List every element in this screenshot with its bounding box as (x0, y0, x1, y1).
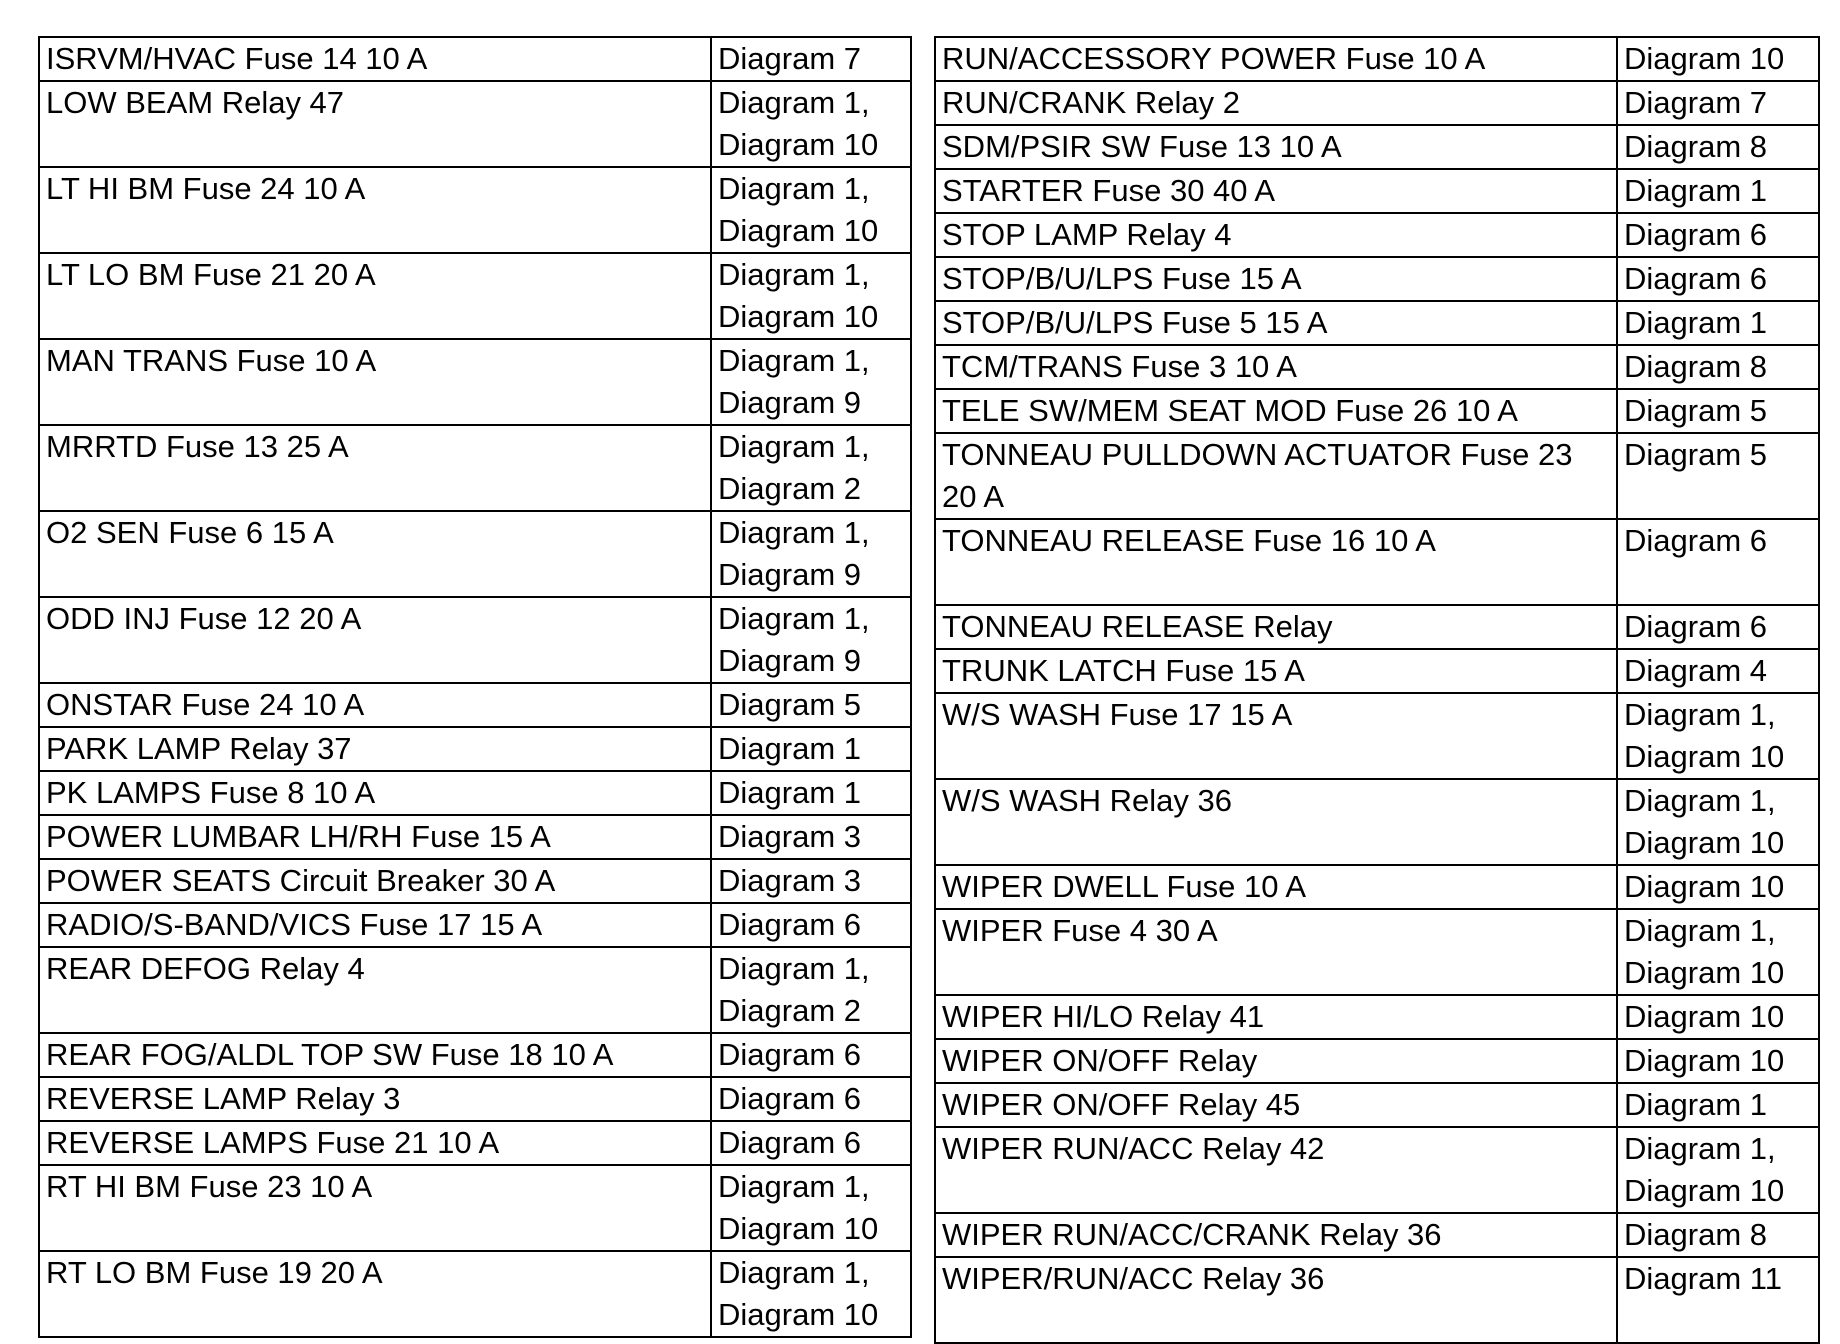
component-name: WIPER/RUN/ACC Relay 36 (935, 1257, 1617, 1343)
diagram-reference-line: Diagram 2 (718, 993, 861, 1028)
component-name: WIPER RUN/ACC/CRANK Relay 36 (935, 1213, 1617, 1257)
diagram-reference-line: Diagram 10 (1624, 1043, 1785, 1078)
table-row (39, 597, 911, 683)
table-row (935, 779, 1819, 865)
table-row (39, 1077, 911, 1121)
component-name: REVERSE LAMP Relay 3 (39, 1077, 711, 1121)
diagram-reference-line: Diagram 4 (1624, 653, 1767, 688)
diagram-reference-line: Diagram 10 (1624, 739, 1785, 774)
table-row (935, 433, 1819, 519)
left-index-table (38, 36, 912, 1338)
table-row (935, 1039, 1819, 1083)
diagram-reference (1617, 865, 1819, 909)
table-row (935, 389, 1819, 433)
diagram-reference (1617, 1213, 1819, 1257)
diagram-reference-line: Diagram 1, (718, 343, 870, 378)
diagram-reference-line: Diagram 3 (718, 819, 861, 854)
diagram-reference-line: Diagram 6 (1624, 609, 1767, 644)
component-name: RUN/CRANK Relay 2 (935, 81, 1617, 125)
table-row (935, 301, 1819, 345)
component-name: ONSTAR Fuse 24 10 A (39, 683, 711, 727)
component-name: ISRVM/HVAC Fuse 14 10 A (39, 37, 711, 81)
diagram-reference (1617, 605, 1819, 649)
diagram-reference (1617, 301, 1819, 345)
right-index-table (934, 36, 1820, 1344)
diagram-reference-line: Diagram 1, (718, 429, 870, 464)
diagram-reference-line: Diagram 6 (718, 1037, 861, 1072)
diagram-reference (711, 815, 911, 859)
left-index-body (39, 37, 911, 1337)
table-row (39, 511, 911, 597)
table-row (39, 425, 911, 511)
diagram-reference (711, 425, 911, 511)
diagram-reference (711, 859, 911, 903)
diagram-reference-line: Diagram 1 (1624, 1087, 1767, 1122)
diagram-reference (1617, 213, 1819, 257)
diagram-reference-line: Diagram 1 (1624, 173, 1767, 208)
diagram-reference-line: Diagram 1, (718, 85, 870, 120)
diagram-reference-line: Diagram 9 (718, 557, 861, 592)
component-name: TCM/TRANS Fuse 3 10 A (935, 345, 1617, 389)
diagram-reference (1617, 909, 1819, 995)
diagram-reference-line: Diagram 10 (718, 213, 879, 248)
table-row (935, 169, 1819, 213)
diagram-reference (1617, 433, 1819, 519)
component-name: REAR DEFOG Relay 4 (39, 947, 711, 1033)
component-name: WIPER ON/OFF Relay (935, 1039, 1617, 1083)
diagram-reference (711, 1251, 911, 1337)
diagram-reference (1617, 1083, 1819, 1127)
component-name: TRUNK LATCH Fuse 15 A (935, 649, 1617, 693)
table-row (39, 167, 911, 253)
table-row (39, 1165, 911, 1251)
component-name: ODD INJ Fuse 12 20 A (39, 597, 711, 683)
component-name: STARTER Fuse 30 40 A (935, 169, 1617, 213)
diagram-reference-line: Diagram 1 (718, 731, 861, 766)
diagram-reference (1617, 779, 1819, 865)
diagram-reference (711, 771, 911, 815)
table-row (39, 37, 911, 81)
diagram-reference-line: Diagram 1, (718, 601, 870, 636)
table-row (935, 81, 1819, 125)
table-row (39, 727, 911, 771)
component-name: TONNEAU RELEASE Relay (935, 605, 1617, 649)
table-row (935, 995, 1819, 1039)
table-row (935, 1083, 1819, 1127)
table-row (935, 519, 1819, 605)
diagram-reference (1617, 257, 1819, 301)
component-name: RUN/ACCESSORY POWER Fuse 10 A (935, 37, 1617, 81)
diagram-reference (1617, 995, 1819, 1039)
diagram-reference-line: Diagram 10 (1624, 41, 1785, 76)
component-name: MAN TRANS Fuse 10 A (39, 339, 711, 425)
component-name: RT LO BM Fuse 19 20 A (39, 1251, 711, 1337)
component-name: WIPER DWELL Fuse 10 A (935, 865, 1617, 909)
component-name: REVERSE LAMPS Fuse 21 10 A (39, 1121, 711, 1165)
table-row (39, 1251, 911, 1337)
diagram-reference-line: Diagram 1, (718, 515, 870, 550)
diagram-reference-line: Diagram 1, (718, 1169, 870, 1204)
diagram-reference (711, 597, 911, 683)
diagram-reference-line: Diagram 1, (718, 257, 870, 292)
component-name: PARK LAMP Relay 37 (39, 727, 711, 771)
diagram-reference (711, 1033, 911, 1077)
diagram-reference (1617, 169, 1819, 213)
diagram-reference-line: Diagram 10 (1624, 999, 1785, 1034)
component-name: W/S WASH Fuse 17 15 A (935, 693, 1617, 779)
diagram-reference (1617, 125, 1819, 169)
table-row (935, 213, 1819, 257)
diagram-reference (711, 1165, 911, 1251)
table-row (935, 649, 1819, 693)
right-index-body (935, 37, 1819, 1343)
component-name: POWER LUMBAR LH/RH Fuse 15 A (39, 815, 711, 859)
diagram-reference-line: Diagram 10 (1624, 869, 1785, 904)
diagram-reference-line: Diagram 1 (1624, 305, 1767, 340)
diagram-reference (1617, 37, 1819, 81)
diagram-reference-line: Diagram 10 (1624, 955, 1785, 990)
diagram-reference-line: Diagram 6 (1624, 261, 1767, 296)
table-row (39, 253, 911, 339)
table-row (935, 257, 1819, 301)
diagram-reference-line: Diagram 6 (1624, 217, 1767, 252)
diagram-reference-line: Diagram 6 (1624, 523, 1767, 558)
diagram-reference-line: Diagram 10 (718, 299, 879, 334)
component-name: LT LO BM Fuse 21 20 A (39, 253, 711, 339)
component-name: WIPER RUN/ACC Relay 42 (935, 1127, 1617, 1213)
table-row (39, 81, 911, 167)
diagram-reference-line: Diagram 5 (718, 687, 861, 722)
diagram-reference-line: Diagram 7 (1624, 85, 1767, 120)
diagram-reference-line: Diagram 1, (718, 1255, 870, 1290)
component-name: WIPER HI/LO Relay 41 (935, 995, 1617, 1039)
diagram-reference (711, 253, 911, 339)
diagram-reference (1617, 345, 1819, 389)
diagram-reference-line: Diagram 3 (718, 863, 861, 898)
table-row (39, 339, 911, 425)
diagram-reference-line: Diagram 6 (718, 1125, 861, 1160)
component-name: RT HI BM Fuse 23 10 A (39, 1165, 711, 1251)
diagram-reference-line: Diagram 1, (1624, 783, 1776, 818)
component-name: O2 SEN Fuse 6 15 A (39, 511, 711, 597)
component-name: LOW BEAM Relay 47 (39, 81, 711, 167)
diagram-reference-line: Diagram 5 (1624, 437, 1767, 472)
component-name: STOP/B/U/LPS Fuse 15 A (935, 257, 1617, 301)
diagram-reference-line: Diagram 1, (1624, 1131, 1776, 1166)
component-name: WIPER ON/OFF Relay 45 (935, 1083, 1617, 1127)
component-name: STOP/B/U/LPS Fuse 5 15 A (935, 301, 1617, 345)
table-row (935, 909, 1819, 995)
component-name: REAR FOG/ALDL TOP SW Fuse 18 10 A (39, 1033, 711, 1077)
diagram-reference (1617, 519, 1819, 605)
diagram-reference (711, 683, 911, 727)
diagram-reference-line: Diagram 11 (1624, 1261, 1782, 1296)
table-row (39, 903, 911, 947)
diagram-reference-line: Diagram 1, (1624, 697, 1776, 732)
table-row (935, 605, 1819, 649)
diagram-reference (1617, 81, 1819, 125)
component-name: TONNEAU PULLDOWN ACTUATOR Fuse 23 20 A (935, 433, 1617, 519)
component-name: TONNEAU RELEASE Fuse 16 10 A (935, 519, 1617, 605)
component-name: PK LAMPS Fuse 8 10 A (39, 771, 711, 815)
diagram-reference (711, 339, 911, 425)
diagram-reference-line: Diagram 10 (718, 1297, 879, 1332)
diagram-reference (1617, 649, 1819, 693)
table-row (935, 1213, 1819, 1257)
table-row (935, 125, 1819, 169)
diagram-reference (711, 1121, 911, 1165)
diagram-reference (1617, 1257, 1819, 1343)
diagram-reference-line: Diagram 1, (718, 171, 870, 206)
diagram-reference-line: Diagram 9 (718, 643, 861, 678)
diagram-reference (1617, 693, 1819, 779)
table-row (39, 947, 911, 1033)
diagram-reference (711, 37, 911, 81)
diagram-reference-line: Diagram 9 (718, 385, 861, 420)
diagram-reference (711, 167, 911, 253)
table-row (935, 1257, 1819, 1343)
diagram-reference (1617, 1039, 1819, 1083)
table-row (39, 771, 911, 815)
diagram-reference-line: Diagram 10 (1624, 1173, 1785, 1208)
diagram-reference (711, 511, 911, 597)
component-name: TELE SW/MEM SEAT MOD Fuse 26 10 A (935, 389, 1617, 433)
table-row (935, 865, 1819, 909)
diagram-reference-line: Diagram 2 (718, 471, 861, 506)
table-row (935, 37, 1819, 81)
component-name: MRRTD Fuse 13 25 A (39, 425, 711, 511)
component-name: WIPER Fuse 4 30 A (935, 909, 1617, 995)
diagram-reference-line: Diagram 7 (718, 41, 861, 76)
diagram-reference-line: Diagram 5 (1624, 393, 1767, 428)
diagram-reference-line: Diagram 1, (1624, 913, 1776, 948)
diagram-reference (1617, 389, 1819, 433)
component-name: POWER SEATS Circuit Breaker 30 A (39, 859, 711, 903)
component-name: W/S WASH Relay 36 (935, 779, 1617, 865)
component-name: RADIO/S-BAND/VICS Fuse 17 15 A (39, 903, 711, 947)
component-name: LT HI BM Fuse 24 10 A (39, 167, 711, 253)
diagram-reference-line: Diagram 10 (1624, 825, 1785, 860)
diagram-reference (711, 81, 911, 167)
diagram-reference-line: Diagram 8 (1624, 129, 1767, 164)
diagram-reference-line: Diagram 1 (718, 775, 861, 810)
component-name: SDM/PSIR SW Fuse 13 10 A (935, 125, 1617, 169)
diagram-reference (711, 1077, 911, 1121)
table-row (39, 815, 911, 859)
diagram-reference-line: Diagram 8 (1624, 349, 1767, 384)
diagram-reference (711, 727, 911, 771)
diagram-reference (711, 903, 911, 947)
table-row (39, 1033, 911, 1077)
diagram-reference-line: Diagram 6 (718, 1081, 861, 1116)
diagram-reference-line: Diagram 6 (718, 907, 861, 942)
table-row (935, 1127, 1819, 1213)
diagram-reference-line: Diagram 1, (718, 951, 870, 986)
table-row (39, 1121, 911, 1165)
diagram-reference-line: Diagram 10 (718, 1211, 879, 1246)
table-row (935, 345, 1819, 389)
diagram-reference (711, 947, 911, 1033)
table-row (935, 693, 1819, 779)
component-name: STOP LAMP Relay 4 (935, 213, 1617, 257)
diagram-reference-line: Diagram 10 (718, 127, 879, 162)
diagram-reference (1617, 1127, 1819, 1213)
table-row (39, 683, 911, 727)
diagram-reference-line: Diagram 8 (1624, 1217, 1767, 1252)
table-row (39, 859, 911, 903)
